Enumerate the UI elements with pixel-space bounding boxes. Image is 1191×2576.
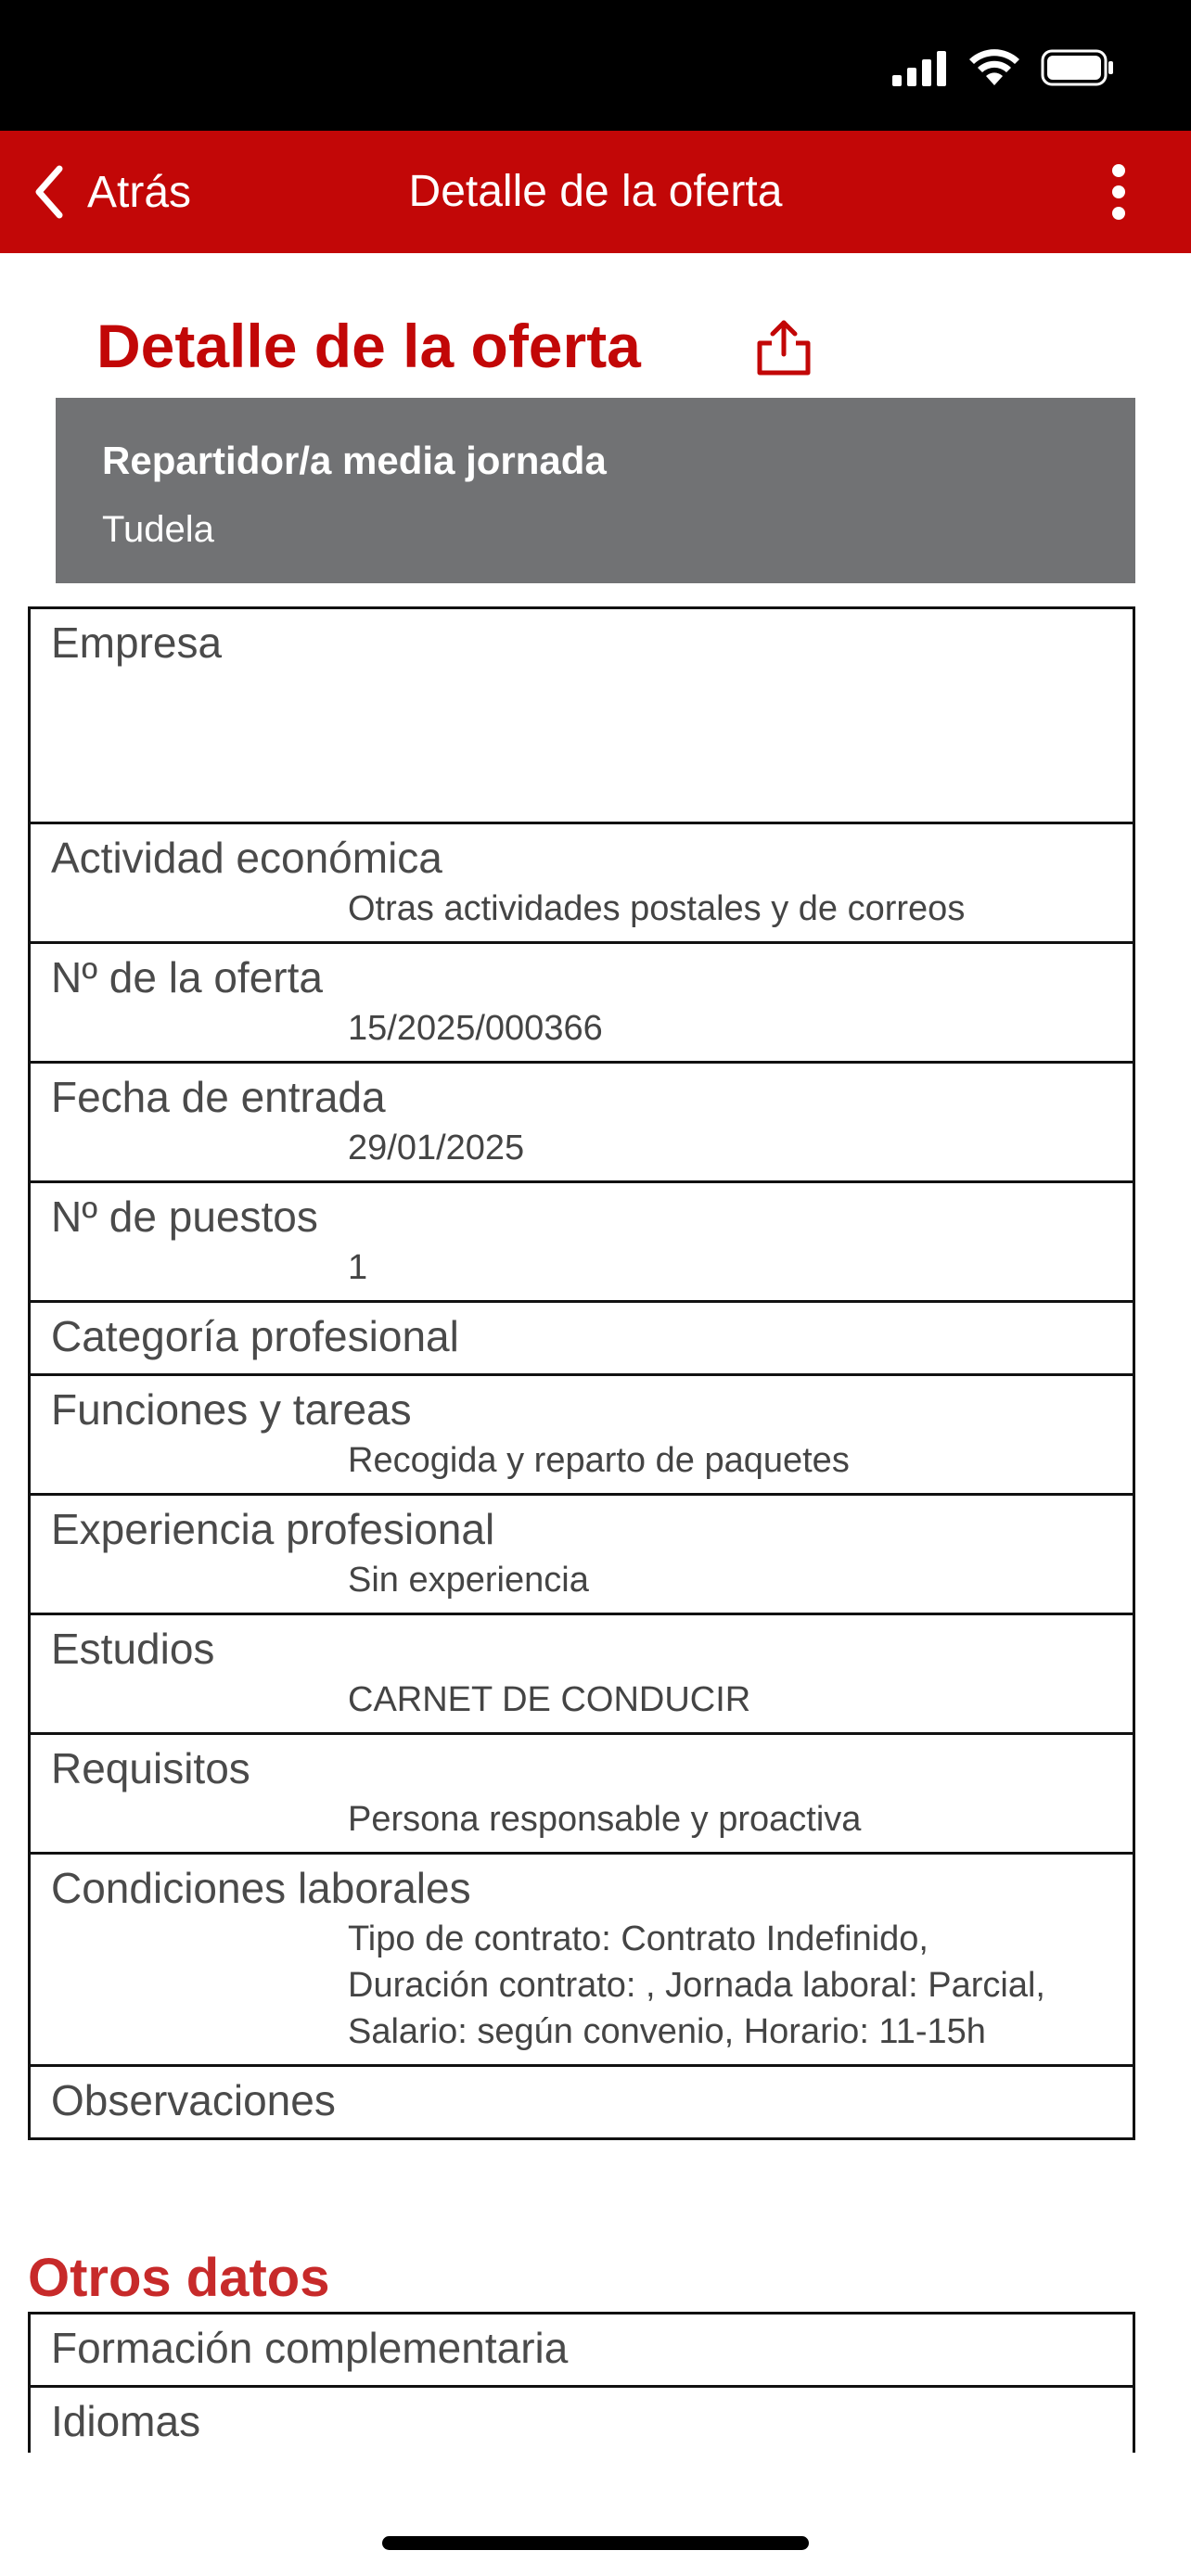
detail-row-actividad — [28, 824, 1135, 944]
detail-row-puestos — [28, 1183, 1135, 1303]
section-title-otros-datos: Otros datos — [28, 2248, 330, 2308]
status-icons — [892, 48, 1115, 87]
offer-title: Repartidor/a media jornada — [102, 439, 607, 482]
detail-label: Idiomas — [51, 2397, 201, 2445]
detail-value: 1 — [348, 1248, 368, 1287]
detail-value: CARNET DE CONDUCIR — [348, 1680, 751, 1719]
detail-value: 29/01/2025 — [348, 1129, 525, 1167]
detail-row-categoria — [28, 1303, 1135, 1376]
detail-label: Estudios — [51, 1625, 215, 1673]
detail-value: Persona responsable y proactiva — [348, 1800, 862, 1839]
detail-label: Funciones y tareas — [51, 1385, 412, 1434]
wifi-icon — [968, 48, 1020, 87]
detail-value: 15/2025/000366 — [348, 1009, 603, 1048]
detail-row-observaciones — [28, 2067, 1135, 2140]
more-vertical-icon — [1112, 164, 1125, 177]
offer-location: Tudela — [102, 509, 214, 550]
detail-label: Observaciones — [51, 2076, 336, 2124]
chevron-left-icon — [33, 165, 65, 219]
share-button[interactable] — [751, 315, 816, 380]
detail-label: Condiciones laborales — [51, 1864, 471, 1912]
detail-row-estudios — [28, 1615, 1135, 1735]
detail-label: Nº de la oferta — [51, 953, 323, 1001]
page-title: Detalle de la oferta — [96, 312, 641, 380]
nav-bar — [0, 131, 1191, 253]
detail-label: Categoría profesional — [51, 1312, 459, 1360]
other-row-idiomas — [28, 2388, 1135, 2453]
detail-row-funciones — [28, 1376, 1135, 1496]
detail-value: Otras actividades postales y de correos — [348, 889, 966, 928]
detail-label: Actividad económica — [51, 834, 442, 882]
offer-details-table — [28, 606, 1135, 2140]
detail-label: Nº de puestos — [51, 1192, 318, 1241]
back-button[interactable] — [33, 131, 191, 253]
detail-label: Fecha de entrada — [51, 1073, 386, 1121]
other-data-table — [28, 2312, 1135, 2453]
detail-label: Empresa — [51, 618, 223, 667]
other-row-formacion — [28, 2312, 1135, 2388]
offer-summary-card — [56, 398, 1135, 583]
share-icon — [751, 315, 816, 380]
detail-value: Tipo de contrato: Contrato Indefinido, Duración contrato: , Jornada laboral: Parcial, Salario: según convenio, Horario: 11-15h — [348, 1919, 1045, 2051]
detail-value: Recogida y reparto de paquetes — [348, 1441, 850, 1480]
detail-label: Formación complementaria — [51, 2324, 569, 2372]
detail-row-fecha-entrada — [28, 1064, 1135, 1183]
detail-row-numero-oferta — [28, 944, 1135, 1064]
home-indicator — [382, 2536, 809, 2550]
status-bar — [0, 0, 1191, 131]
detail-row-condiciones — [28, 1855, 1135, 2067]
detail-row-empresa — [28, 606, 1135, 824]
detail-label: Experiencia profesional — [51, 1505, 495, 1553]
nav-title: Detalle de la oferta — [408, 167, 783, 216]
detail-row-requisitos — [28, 1735, 1135, 1855]
more-options-button[interactable] — [1102, 164, 1135, 220]
battery-icon — [1041, 49, 1115, 86]
detail-label: Requisitos — [51, 1744, 250, 1792]
back-label: Atrás — [87, 167, 192, 217]
detail-row-experiencia — [28, 1496, 1135, 1615]
detail-value: Sin experiencia — [348, 1561, 589, 1600]
signal-icon — [892, 49, 948, 86]
